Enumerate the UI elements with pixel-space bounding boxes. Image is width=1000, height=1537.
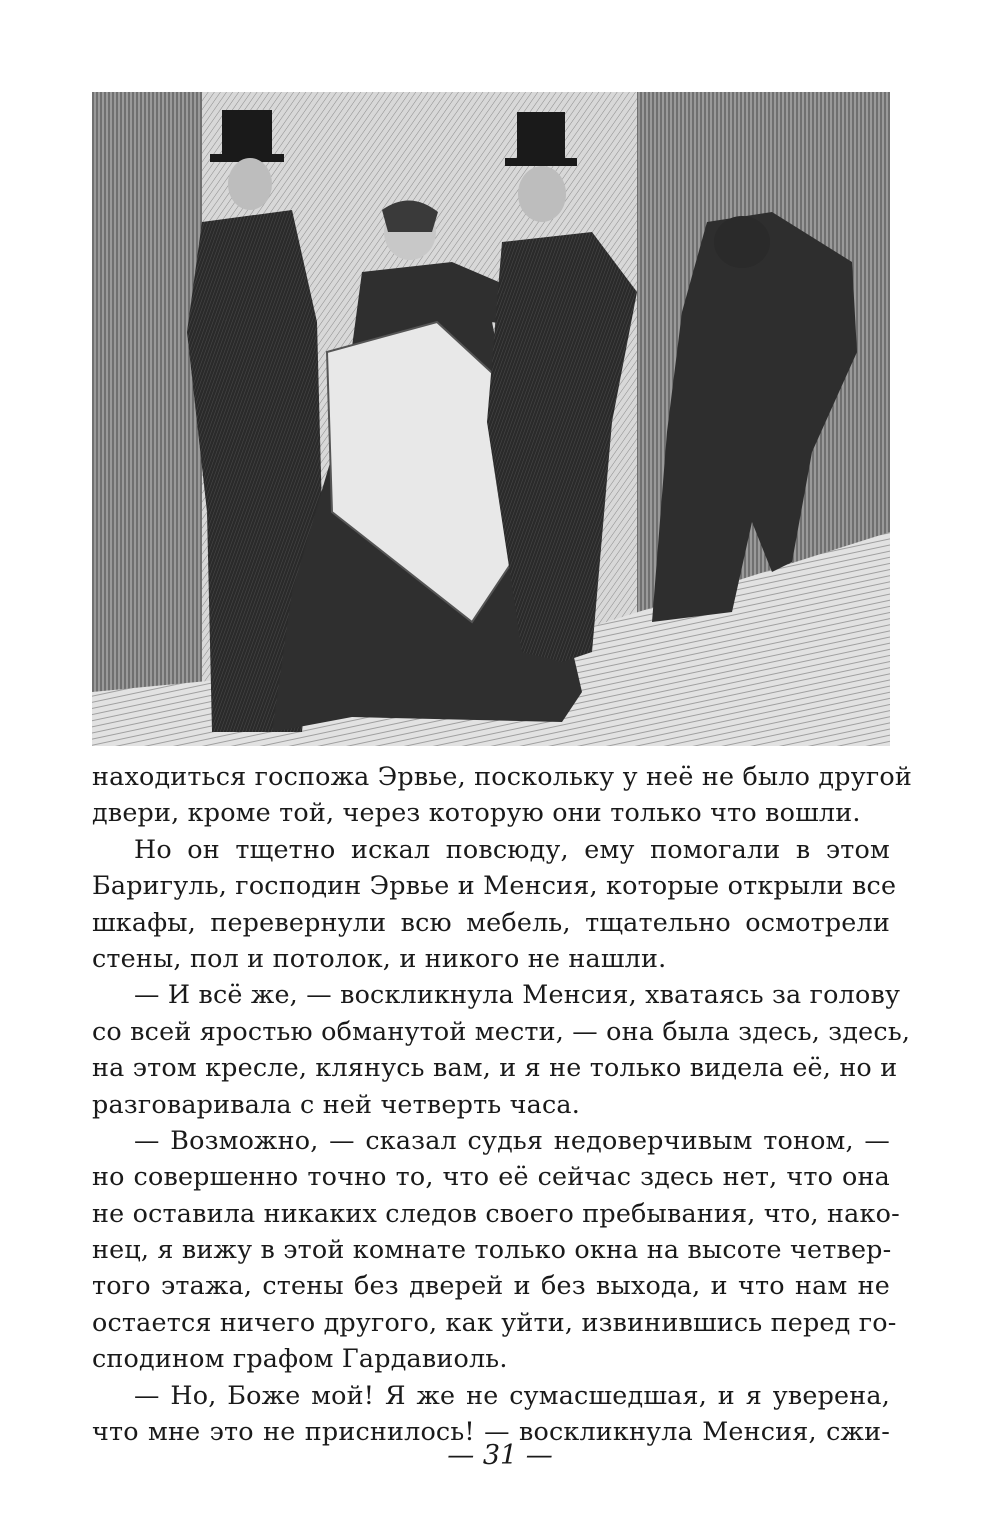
text-line: шкафы, перевернули всю мебель, тщательно осмотрели [92,906,890,937]
text-line: стены, пол и потолок, и никого не нашли. [92,942,667,973]
text-line: двери, кроме той, через которую они только что вошли. [92,797,861,828]
text-line: но совершенно точно то, что её сейчас здесь нет, что она [92,1161,890,1192]
page-number: — 31 — [447,1440,553,1471]
text-line: нец, я вижу в этой комнате только окна на высоте четвер- [92,1234,892,1265]
text-line: — И всё же, — воскликнула Менсия, хватаясь за голову [134,979,901,1010]
text-line: что мне это не приснилось! — воскликнула Менсия, сжи- [92,1416,890,1447]
text-line: сподином графом Гардавиоль. [92,1343,508,1374]
engraving-scene [92,92,890,746]
text-line: остается ничего другого, как уйти, извинившись перед го- [92,1306,897,1337]
paragraph [92,758,912,831]
text-line: не оставила никаких следов своего пребывания, что, нако- [92,1197,900,1228]
text-line: на этом кресле, клянусь вам, и я не только видела её, но и [92,1052,898,1083]
text-line: — Возможно, — сказал судья недоверчивым тоном, — [134,1124,890,1155]
engraving-illustration [92,92,890,746]
paragraph [92,1122,900,1377]
left-wall [92,92,202,746]
text-line: Но он тщетно искал повсюду, ему помогали в этом [134,833,890,864]
text-line: того этажа, стены без дверей и без выхода, и что нам не [92,1270,890,1301]
paragraph [92,976,911,1122]
paragraph [92,1377,890,1450]
body-text [92,758,912,1449]
text-line: — Но, Боже мой! Я же не сумасшедшая, и я уверена, [134,1379,890,1410]
paragraph [92,831,897,977]
text-line: Баригуль, господин Эрвье и Менсия, которые открыли все [92,870,897,901]
text-line: разговаривала с ней четверть часа. [92,1088,580,1119]
text-line: находиться госпожа Эрвье, поскольку у неё не было другой [92,761,912,791]
text-line: со всей яростью обманутой мести, — она была здесь, здесь, [92,1015,911,1046]
